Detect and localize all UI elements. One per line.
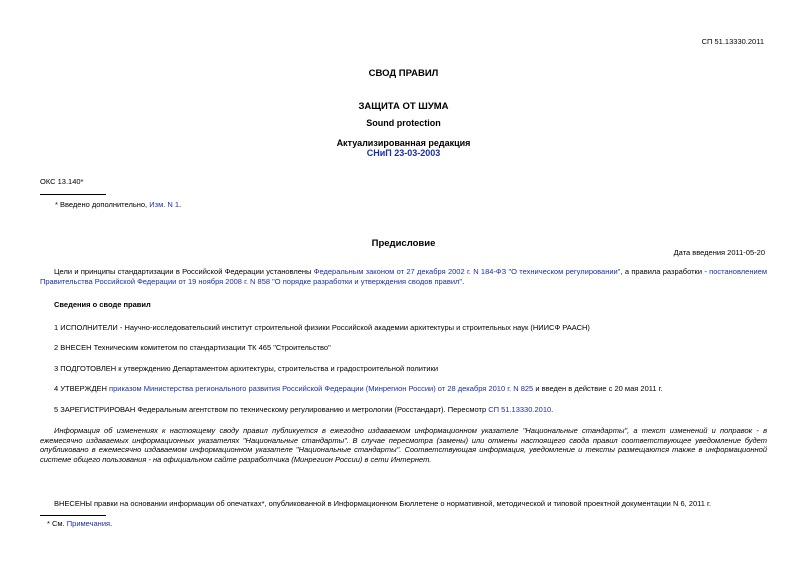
item-2-text: Техническим комитетом по стандартизации ТК 465 "Строительство" (91, 343, 331, 352)
item-3 (54, 364, 438, 373)
footnote-added-end: . (179, 200, 182, 209)
preface-text-b: , а правила разработки - (620, 267, 707, 276)
notes-link[interactable]: Примечания (66, 519, 111, 528)
item-4-text: и введен в действие с 20 мая 2011 г. (533, 384, 663, 393)
footnote-divider (40, 194, 106, 195)
item-4 (54, 384, 663, 393)
item-2-label: 2 ВНЕСЕН (54, 343, 92, 352)
preface-text-c: . (462, 276, 465, 286)
svod-title: СВОД ПРАВИЛ (368, 68, 439, 79)
item-3-label: 3 ПОДГОТОВЛЕН (54, 364, 117, 373)
government-decree-link[interactable]: постановлением Правительства Российской Федерации от 19 ноября 2008 г. N 858 "О порядке разработки и утверждения сводов правил" (40, 267, 767, 286)
federal-law-link[interactable]: Федеральным законом от 27 декабря 2002 г. N 184-ФЗ "О техническом регулировании" (313, 267, 621, 276)
item-5-label: 5 ЗАРЕГИСТРИРОВАН (54, 405, 136, 414)
footnote-added (55, 200, 181, 209)
amended-label: ВНЕСЕНЫ (54, 499, 92, 508)
info-paragraph: Информация об изменениях к настоящему своду правил публикуется в ежегодно издаваемом информационном указателе "Национальные стандарты", а текст изменений и поправок - в ежемесячно издаваемых информационных указателях "Национальные стандарты". В случае пересмотра (замены) или отмены настоящего свода правил соответствующее уведомление будет опубликовано в ежемесячно издаваемом информационном указателе "Национальные стандарты". Соответствующая информация, уведомление и тексты размещаются также в информационной системе общего пользования - на официальном сайте разработчика (Минрегион России) в сети Интернет. (40, 426, 767, 464)
preface-text-a: Цели и принципы стандартизации в Российской Федерации установлены (54, 267, 312, 276)
item-4-label: 4 УТВЕРЖДЕН (54, 384, 107, 393)
doc-code: СП 51.13330.2011 (701, 37, 764, 46)
snip-link[interactable]: СНиП 23-03-2003 (366, 148, 441, 158)
item-2 (54, 343, 331, 352)
english-title: Sound protection (366, 118, 441, 128)
item-3-text: к утверждению Департаментом архитектуры, строительства и градостроительной политики (116, 364, 439, 373)
main-title: ЗАЩИТА ОТ ШУМА (358, 101, 449, 112)
footnote-notes (47, 519, 112, 528)
item-1-label: 1 ИСПОЛНИТЕЛИ (54, 323, 118, 332)
item-5-end: . (551, 405, 554, 414)
amended-note (54, 499, 711, 508)
oks-code: ОКС 13.140* (40, 177, 84, 186)
preface-paragraph (40, 267, 767, 286)
amendment-link[interactable]: Изм. N 1 (149, 200, 180, 209)
footnote-divider-2 (40, 515, 106, 516)
item-5-text: Федеральным агентством по техническому регулированию и метрологии (Росстандарт). Пересмотр (135, 405, 487, 414)
item-1-text: - Научно-исследовательский институт строительной физики Российской академии архитектуры и строительных наук (НИИСФ РААСН) (117, 323, 590, 332)
footnote-notes-text: * См. (47, 519, 65, 528)
item-1 (54, 323, 590, 332)
item-5 (54, 405, 553, 414)
edition-title: Актуализированная редакция (336, 138, 471, 148)
info-heading: Сведения о своде правил (54, 300, 151, 309)
intro-date: Дата введения 2011-05-20 (673, 248, 765, 257)
amended-text: правки на основании информации об опечатках*, опубликованной в Информационном Бюллетене о нормативной, методической и типовой проектной документации N 6, 2011 г. (91, 499, 711, 508)
footnote-added-text: * Введено дополнительно, (55, 200, 148, 209)
ministry-order-link[interactable]: приказом Министерства регионального развития Российской Федерации (Минрегион России) от 28 декабря 2010 г. N 825 (106, 384, 534, 393)
preface-title: Предисловие (371, 238, 436, 249)
footnote-notes-end: . (110, 519, 113, 528)
sp-2010-link[interactable]: СП 51.13330.2010 (486, 405, 552, 414)
